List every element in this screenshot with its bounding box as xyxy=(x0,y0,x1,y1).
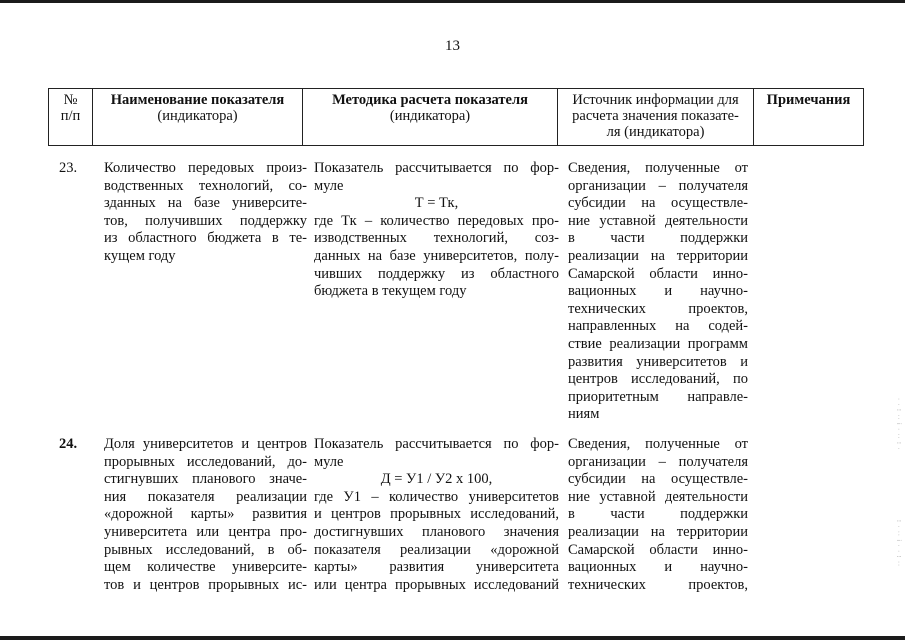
information-source: Сведения, полученные от организации – получателя субсидии на осуществле- ние уставной деятельности в части поддержки реализации на территории Самарской области инно- вационных и научно- технических проектов, направленных на содей- ствие реализации программ развития университетов и центров исследований, по приоритетным направле- ниям xyxy=(568,160,748,423)
header-row xyxy=(49,89,864,146)
indicator-name: Доля университетов и центров прорывных исследований, до- стигнувших планового значе- ния показателя реализации «дорожной карты» развития университета или центра про- рывных исследований, в об- щем количестве университе- тов и центров прорывных ис- xyxy=(104,436,307,593)
scan-bottom-edge xyxy=(0,636,905,640)
scan-noise-mark: ⁝ · ·· ⁞ · · ⁝ ·· xyxy=(895,520,901,567)
indicator-name: Количество передовых произ- водственных технологий, со- зданных на базе университе- тов, получивших поддержку из областного бюджета в те- кущем году xyxy=(104,160,307,264)
row-number: 24. xyxy=(58,436,78,452)
header-calculation-method: Методика расчета показателя (индикатора) xyxy=(303,89,558,146)
calculation-method: Показатель рассчитывается по фор- муле Т = Тк, где Тк – количество передовых про- изводственных технологий, соз- данных на базе университетов, полу- чивших поддержку из областного бюджета в текущем году xyxy=(314,160,559,300)
information-source: Сведения, полученные от организации – получателя субсидии на осуществле- ние уставной деятельности в части поддержки реализации на территории Самарской области инно- вационных и научно- технических проектов, xyxy=(568,436,748,593)
scan-noise-mark: · · ⁝ ·· ⁞ · ·· ⁝ · xyxy=(895,398,901,451)
formula: Д = У1 / У2 х 100, xyxy=(380,471,493,488)
indicator-table-header xyxy=(48,88,864,146)
header-number: № п/п xyxy=(49,89,93,146)
page-number: 13 xyxy=(445,38,460,54)
calculation-method: Показатель рассчитывается по фор- муле Д = У1 / У2 х 100, где У1 – количество университетов и центров прорывных исследований, достигнувших планового значения показателя реализации «дорожной карты» развития университета или центра прорывных исследований xyxy=(314,436,559,593)
formula: Т = Тк, xyxy=(414,195,459,212)
row-number: 23. xyxy=(58,160,78,176)
header-information-source: Источник информации для расчета значения показате- ля (индикатора) xyxy=(558,89,754,146)
header-indicator-name: Наименование показателя (индикатора) xyxy=(93,89,303,146)
scan-top-edge xyxy=(0,0,905,3)
header-notes: Примечания xyxy=(754,89,864,146)
